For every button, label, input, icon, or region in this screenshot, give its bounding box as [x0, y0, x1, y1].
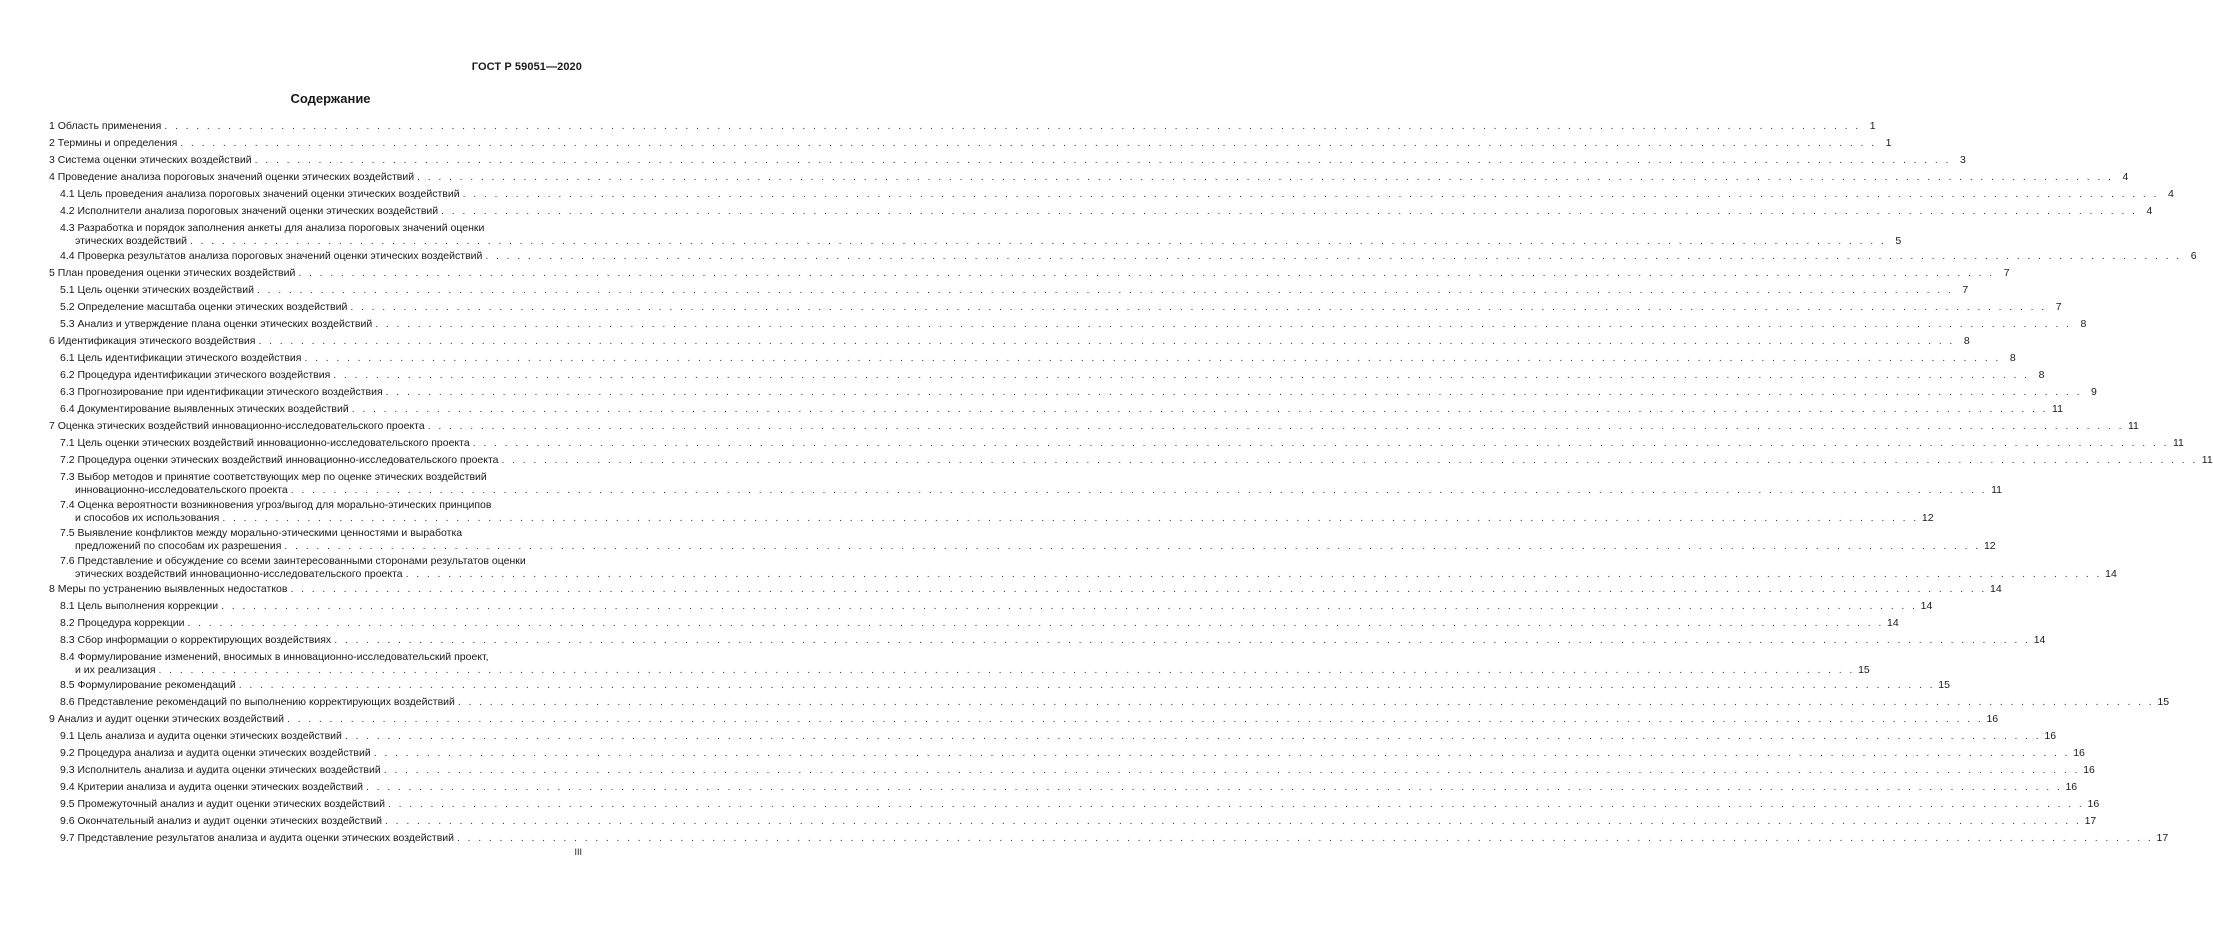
toc-entry-title-continuation: и их реализация — [75, 664, 156, 676]
toc-entry[interactable] — [60, 318, 2087, 331]
toc-page-number: 14 — [1887, 617, 1899, 629]
toc-entry[interactable] — [60, 696, 2170, 709]
dot-leader: . . . . . . . . . . . . . . . . . . . . . . . . . . . . . . . . . . . . . . . . . . . . . . . . . . . . . . . . . . . . . . . . . . . . . . . . . . . . . . . . . . . . . . . . . . . . . . . . . . . . . . . . . . . . . . . . . . . . . . . . . . . . . . . . . . . . . . . . . . . . . . . . . . . . . . . . . . . . . . . . — [462, 188, 2159, 200]
dot-leader: . . . . . . . . . . . . . . . . . . . . . . . . . . . . . . . . . . . . . . . . . . . . . . . . . . . . . . . . . . . . . . . . . . . . . . . . . . . . . . . . . . . . . . . . . . . . . . . . . . . . . . . . . . . . . . . . . . . . . . . . . . . . . . . . . . . . . . . . . . . . . . . . . . . . . . . . . . . . . . . . — [222, 512, 1919, 524]
toc-entry-title: 8.3 Сбор информации о корректирующих воздействиях — [60, 634, 332, 646]
toc-page-number: 7 — [2055, 301, 2062, 313]
dot-leader: . . . . . . . . . . . . . . . . . . . . . . . . . . . . . . . . . . . . . . . . . . . . . . . . . . . . . . . . . . . . . . . . . . . . . . . . . . . . . . . . . . . . . . . . . . . . . . . . . . . . . . . . . . . . . . . . . . . . . . . . . . . . . . . . . . . . . . . . . . . . . . . . . . . . . . . . . . . . . . . . — [221, 600, 1918, 612]
toc-entry[interactable] — [60, 634, 2046, 647]
toc-entry-title: 8.1 Цель выполнения коррекции — [60, 600, 219, 612]
toc-entry[interactable] — [60, 679, 1950, 692]
dot-leader: . . . . . . . . . . . . . . . . . . . . . . . . . . . . . . . . . . . . . . . . . . . . . . . . . . . . . . . . . . . . . . . . . . . . . . . . . . . . . . . . . . . . . . . . . . . . . . . . . . . . . . . . . . . . . . . . . . . . . . . . . . . . . . . . . . . . . . . . . . . . . . . . . . . . . . . . . . . . . . . . — [457, 696, 2155, 708]
toc-page-number: 14 — [1920, 600, 1933, 612]
toc-entry[interactable] — [60, 437, 2184, 450]
dot-leader: . . . . . . . . . . . . . . . . . . . . . . . . . . . . . . . . . . . . . . . . . . . . . . . . . . . . . . . . . . . . . . . . . . . . . . . . . . . . . . . . . . . . . . . . . . . . . . . . . . . . . . . . . . . . . . . . . . . . . . . . . . . . . . . . . . . . . . . . . . . . . . . . . . . . . . . . . . . . . . . . — [333, 369, 2030, 381]
toc-entry-title: 3 Система оценки этических воздействий — [49, 154, 252, 166]
toc-entry[interactable] — [60, 815, 2097, 828]
toc-entry-title: 4.4 Проверка результатов анализа пороговых значений оценки этических воздействий — [60, 250, 483, 262]
toc-entry[interactable] — [60, 527, 1996, 553]
toc-page-number: 15 — [1858, 664, 1870, 676]
toc-entry-title: 4 Проведение анализа пороговых значений оценки этических воздействий — [49, 171, 415, 183]
toc-entry-title: 4.2 Исполнители анализа пороговых значений оценки этических воздействий — [60, 205, 439, 217]
toc-entry[interactable] — [49, 420, 2139, 433]
toc-page-number: 8 — [2009, 352, 2016, 364]
dot-leader: . . . . . . . . . . . . . . . . . . . . . . . . . . . . . . . . . . . . . . . . . . . . . . . . . . . . . . . . . . . . . . . . . . . . . . . . . . . . . . . . . . . . . . . . . . . . . . . . . . . . . . . . . . . . . . . . . . . . . . . . . . . . . . . . . . . . . . . . . . . . . . . . . . . . . . . . . . . . . . . . — [350, 301, 2047, 313]
toc-entry-title: 5.2 Определение масштаба оценки этических воздействий — [60, 301, 348, 313]
toc-entry[interactable] — [60, 250, 2197, 263]
toc-entry-title: 6.1 Цель идентификации этического воздействия — [60, 352, 302, 364]
toc-page-number: 6 — [2190, 250, 2197, 262]
toc-entry-title: 7 Оценка этических воздействий инновационно-исследовательского проекта — [49, 420, 425, 432]
toc-entry-title: 5 План проведения оценки этических воздействий — [49, 267, 296, 279]
dot-leader: . . . . . . . . . . . . . . . . . . . . . . . . . . . . . . . . . . . . . . . . . . . . . . . . . . . . . . . . . . . . . . . . . . . . . . . . . . . . . . . . . . . . . . . . . . . . . . . . . . . . . . . . . . . . . . . . . . . . . . . . . . . . . . . . . . . . . . . . . . . . . . . . . . . . . . . . . . . . . . . . — [388, 798, 2085, 810]
toc-page-number: 3 — [1960, 154, 1966, 166]
toc-entry[interactable] — [60, 454, 2213, 467]
dot-leader: . . . . . . . . . . . . . . . . . . . . . . . . . . . . . . . . . . . . . . . . . . . . . . . . . . . . . . . . . . . . . . . . . . . . . . . . . . . . . . . . . . . . . . . . . . . . . . . . . . . . . . . . . . . . . . . . . . . . . . . . . . . . . . . . . . . . . . . . . . . . . . . . . . . . . . . . . . . . . . . . — [258, 335, 1955, 347]
toc-entry[interactable] — [60, 798, 2100, 811]
toc-page-number: 15 — [1938, 679, 1950, 691]
toc-entry-title: 7.1 Цель оценки этических воздействий инновационно-исследовательского проекта — [60, 437, 470, 449]
toc-page-number: 8 — [2080, 318, 2087, 330]
dot-leader: . . . . . . . . . . . . . . . . . . . . . . . . . . . . . . . . . . . . . . . . . . . . . . . . . . . . . . . . . . . . . . . . . . . . . . . . . . . . . . . . . . . . . . . . . . . . . . . . . . . . . . . . . . . . . . . . . . . . . . . . . . . . . . . . . . . . . . . . . . . . . . . . . . . . . . . . . . . . . . . . — [373, 747, 2070, 759]
toc-page-number: 7 — [2003, 267, 2010, 279]
toc-page-number: 16 — [2087, 798, 2100, 810]
toc-entry-title: 1 Область применения — [49, 120, 162, 132]
dot-leader: . . . . . . . . . . . . . . . . . . . . . . . . . . . . . . . . . . . . . . . . . . . . . . . . . . . . . . . . . . . . . . . . . . . . . . . . . . . . . . . . . . . . . . . . . . . . . . . . . . . . . . . . . . . . . . . . . . . . . . . . . . . . . . . . . . . . . . . . . . . . . . . . . . . . . . . . . . . . . . . . — [238, 679, 1935, 691]
toc-entry[interactable] — [49, 154, 1966, 167]
toc-entry[interactable] — [60, 600, 1933, 613]
dot-leader: . . . . . . . . . . . . . . . . . . . . . . . . . . . . . . . . . . . . . . . . . . . . . . . . . . . . . . . . . . . . . . . . . . . . . . . . . . . . . . . . . . . . . . . . . . . . . . . . . . . . . . . . . . . . . . . . . . . . . . . . . . . . . . . . . . . . . . . . . . . . . . . . . . . . . . . . . . . . . . . . — [164, 120, 1861, 132]
dot-leader: . . . . . . . . . . . . . . . . . . . . . . . . . . . . . . . . . . . . . . . . . . . . . . . . . . . . . . . . . . . . . . . . . . . . . . . . . . . . . . . . . . . . . . . . . . . . . . . . . . . . . . . . . . . . . . . . . . . . . . . . . . . . . . . . . . . . . . . . . . . . . . . . . . . . . . . . . . . . . . . . — [298, 267, 1995, 279]
toc-entry-title: 9.5 Промежуточный анализ и аудит оценки этических воздействий — [60, 798, 385, 810]
toc-page-number: 11 — [2172, 437, 2184, 449]
toc-page-number: 4 — [2146, 205, 2153, 217]
toc-entry[interactable] — [60, 205, 2153, 218]
toc-entry[interactable] — [49, 120, 1876, 133]
toc-entry[interactable] — [60, 284, 1969, 297]
dot-leader: . . . . . . . . . . . . . . . . . . . . . . . . . . . . . . . . . . . . . . . . . . . . . . . . . . . . . . . . . . . . . . . . . . . . . . . . . . . . . . . . . . . . . . . . . . . . . . . . . . . . . . . . . . . . . . . . . . . . . . . . . . . . . . . . . . . . . . . . . . . . . . . . . . . . . . . . . . . . . . . . — [485, 250, 2182, 262]
dot-leader: . . . . . . . . . . . . . . . . . . . . . . . . . . . . . . . . . . . . . . . . . . . . . . . . . . . . . . . . . . . . . . . . . . . . . . . . . . . . . . . . . . . . . . . . . . . . . . . . . . . . . . . . . . . . . . . . . . . . . . . . . . . . . . . . . . . . . . . . . . . . . . . . . . . . . . . . . . . . . . . . — [180, 137, 1877, 149]
toc-page-number: 5 — [1895, 235, 1902, 247]
dot-leader: . . . . . . . . . . . . . . . . . . . . . . . . . . . . . . . . . . . . . . . . . . . . . . . . . . . . . . . . . . . . . . . . . . . . . . . . . . . . . . . . . . . . . . . . . . . . . . . . . . . . . . . . . . . . . . . . . . . . . . . . . . . . . . . . . . . . . . . . . . . . . . . . . . . . . . . . . . . . . . . . — [187, 617, 1884, 629]
toc-entry[interactable] — [60, 386, 2097, 399]
toc-entry[interactable] — [60, 301, 2062, 314]
toc-page-number: 8 — [1963, 335, 1970, 347]
toc-page-number: 9 — [2091, 386, 2097, 398]
toc-page-number: 1 — [1869, 120, 1876, 132]
toc-entry[interactable] — [60, 730, 2057, 743]
toc-entry-title: 9.2 Процедура анализа и аудита оценки этических воздействий — [60, 747, 371, 759]
dot-leader: . . . . . . . . . . . . . . . . . . . . . . . . . . . . . . . . . . . . . . . . . . . . . . . . . . . . . . . . . . . . . . . . . . . . . . . . . . . . . . . . . . . . . . . . . . . . . . . . . . . . . . . . . . . . . . . . . . . . . . . . . . . . . . . . . . . . . . . . . . . . . . . . . . . . . . . . . . . . . . . . — [375, 318, 2072, 330]
toc-page-number: 17 — [2084, 815, 2097, 827]
toc-entry-title: 6.2 Процедура идентификации этического воздействия — [60, 369, 331, 381]
toc-entry[interactable] — [49, 583, 2002, 596]
toc-entry[interactable] — [60, 222, 1902, 248]
toc-entry[interactable] — [60, 499, 1934, 525]
toc-entry[interactable] — [60, 403, 2063, 416]
toc-entry[interactable] — [60, 781, 2078, 794]
toc-page-number: 12 — [1921, 512, 1934, 524]
toc-entry-title: 8.4 Формулирование изменений, вносимых в инновационно-исследовательский проект, — [60, 651, 489, 663]
toc-page-number: 14 — [2033, 634, 2046, 646]
toc-entry-title-continuation: этических воздействий инновационно-исследовательского проекта — [75, 568, 403, 580]
toc-entry-title: 6 Идентификация этического воздействия — [49, 335, 256, 347]
toc-entry-title: 2 Термины и определения — [49, 137, 178, 149]
dot-leader: . . . . . . . . . . . . . . . . . . . . . . . . . . . . . . . . . . . . . . . . . . . . . . . . . . . . . . . . . . . . . . . . . . . . . . . . . . . . . . . . . . . . . . . . . . . . . . . . . . . . . . . . . . . . . . . . . . . . . . . . . . . . . . . . . . . . . . . . . . . . . . . . . . . . . . . . . . . . . . . . — [365, 781, 2063, 793]
toc-entry-title-continuation: предложений по способам их разрешения — [75, 540, 282, 552]
dot-leader: . . . . . . . . . . . . . . . . . . . . . . . . . . . . . . . . . . . . . . . . . . . . . . . . . . . . . . . . . . . . . . . . . . . . . . . . . . . . . . . . . . . . . . . . . . . . . . . . . . . . . . . . . . . . . . . . . . . . . . . . . . . . . . . . . . . . . . . . . . . . . . . . . . . . . . . . . . . . . . . . — [405, 568, 2102, 580]
toc-entry[interactable] — [49, 713, 1999, 726]
toc-entry-title: 9.3 Исполнитель анализа и аудита оценки этических воздействий — [60, 764, 381, 776]
toc-entry-title: 5.1 Цель оценки этических воздействий — [60, 284, 254, 296]
toc-entry-title: 5.3 Анализ и утверждение плана оценки этических воздействий — [60, 318, 373, 330]
toc-page-number: 8 — [2038, 369, 2045, 381]
toc-page-number: 11 — [2052, 403, 2063, 415]
dot-leader: . . . . . . . . . . . . . . . . . . . . . . . . . . . . . . . . . . . . . . . . . . . . . . . . . . . . . . . . . . . . . . . . . . . . . . . . . . . . . . . . . . . . . . . . . . . . . . . . . . . . . . . . . . . . . . . . . . . . . . . . . . . . . . . . . . . . . . . . . . . . . . . . . . . . . . . . . . . . . . . . — [472, 437, 2169, 449]
toc-entry-title: 9 Анализ и аудит оценки этических воздействий — [49, 713, 284, 725]
toc-page-number: 16 — [2044, 730, 2057, 742]
toc-entry-title-continuation: инновационно-исследовательского проекта — [75, 484, 288, 496]
toc-entry-title: 7.5 Выявление конфликтов между морально-этическими ценностями и выработка — [60, 527, 463, 539]
toc-page-number: 4 — [2122, 171, 2129, 183]
toc-entry[interactable] — [60, 471, 2002, 497]
toc-page-number: 15 — [2157, 696, 2170, 708]
dot-leader: . . . . . . . . . . . . . . . . . . . . . . . . . . . . . . . . . . . . . . . . . . . . . . . . . . . . . . . . . . . . . . . . . . . . . . . . . . . . . . . . . . . . . . . . . . . . . . . . . . . . . . . . . . . . . . . . . . . . . . . . . . . . . . . . . . . . . . . . . . . . . . . . . . . . . . . . . . . . . . . . — [344, 730, 2042, 742]
dot-leader: . . . . . . . . . . . . . . . . . . . . . . . . . . . . . . . . . . . . . . . . . . . . . . . . . . . . . . . . . . . . . . . . . . . . . . . . . . . . . . . . . . . . . . . . . . . . . . . . . . . . . . . . . . . . . . . . . . . . . . . . . . . . . . . . . . . . . . . . . . . . . . . . . . . . . . . . . . . . . . . . — [385, 815, 2082, 827]
toc-page-number: 11 — [2201, 454, 2213, 466]
toc-page-number: 14 — [1989, 583, 2002, 595]
toc-entry[interactable] — [60, 617, 1899, 630]
page-number: III — [574, 847, 582, 857]
toc-entry-title: 9.7 Представление результатов анализа и аудита оценки этических воздействий — [60, 832, 454, 844]
toc-entry-title-continuation: этических воздействий — [75, 235, 187, 247]
dot-leader: . . . . . . . . . . . . . . . . . . . . . . . . . . . . . . . . . . . . . . . . . . . . . . . . . . . . . . . . . . . . . . . . . . . . . . . . . . . . . . . . . . . . . . . . . . . . . . . . . . . . . . . . . . . . . . . . . . . . . . . . . . . . . . . . . . . . . . . . . . . . . . . . . . . . . . . . . . . . . . . . — [158, 664, 1855, 676]
dot-leader: . . . . . . . . . . . . . . . . . . . . . . . . . . . . . . . . . . . . . . . . . . . . . . . . . . . . . . . . . . . . . . . . . . . . . . . . . . . . . . . . . . . . . . . . . . . . . . . . . . . . . . . . . . . . . . . . . . . . . . . . . . . . . . . . . . . . . . . . . . . . . . . . . . . . . . . . . . . . . . . . — [383, 764, 2080, 776]
toc-entry[interactable] — [60, 188, 2174, 201]
toc-page-number: 16 — [2065, 781, 2078, 793]
toc-entry[interactable] — [60, 555, 2117, 581]
toc-entry[interactable] — [49, 137, 1892, 150]
dot-leader: . . . . . . . . . . . . . . . . . . . . . . . . . . . . . . . . . . . . . . . . . . . . . . . . . . . . . . . . . . . . . . . . . . . . . . . . . . . . . . . . . . . . . . . . . . . . . . . . . . . . . . . . . . . . . . . . . . . . . . . . . . . . . . . . . . . . . . . . . . . . . . . . . . . . . . . . . . . . . . . . — [385, 386, 2082, 398]
toc-entry[interactable] — [60, 369, 2045, 382]
toc-entry[interactable] — [60, 832, 2169, 845]
toc-entry-title: 6.4 Документирование выявленных этических воздействий — [60, 403, 349, 415]
toc-entry-title: 9.6 Окончательный анализ и аудит оценки этических воздействий — [60, 815, 383, 827]
toc-entry-title: 7.3 Выбор методов и принятие соответствующих мер по оценке этических воздействий — [60, 471, 487, 483]
dot-leader: . . . . . . . . . . . . . . . . . . . . . . . . . . . . . . . . . . . . . . . . . . . . . . . . . . . . . . . . . . . . . . . . . . . . . . . . . . . . . . . . . . . . . . . . . . . . . . . . . . . . . . . . . . . . . . . . . . . . . . . . . . . . . . . . . . . . . . . . . . . . . . . . . . . . . . . . . . . . . . . . — [334, 634, 2031, 646]
toc-entry-title: 8 Меры по устранению выявленных недостатков — [49, 583, 288, 595]
dot-leader: . . . . . . . . . . . . . . . . . . . . . . . . . . . . . . . . . . . . . . . . . . . . . . . . . . . . . . . . . . . . . . . . . . . . . . . . . . . . . . . . . . . . . . . . . . . . . . . . . . . . . . . . . . . . . . . . . . . . . . . . . . . . . . . . . . . . . . . . . . . . . . . . . . . . . . . . . . . . . . . . — [254, 154, 1951, 166]
toc-entry-title: 7.2 Процедура оценки этических воздействий инновационно-исследовательского проекта — [60, 454, 499, 466]
dot-leader: . . . . . . . . . . . . . . . . . . . . . . . . . . . . . . . . . . . . . . . . . . . . . . . . . . . . . . . . . . . . . . . . . . . . . . . . . . . . . . . . . . . . . . . . . . . . . . . . . . . . . . . . . . . . . . . . . . . . . . . . . . . . . . . . . . . . . . . . . . . . . . . . . . . . . . . . . . . . . . . . — [427, 420, 2124, 432]
dot-leader: . . . . . . . . . . . . . . . . . . . . . . . . . . . . . . . . . . . . . . . . . . . . . . . . . . . . . . . . . . . . . . . . . . . . . . . . . . . . . . . . . . . . . . . . . . . . . . . . . . . . . . . . . . . . . . . . . . . . . . . . . . . . . . . . . . . . . . . . . . . . . . . . . . . . . . . . . . . . . . . . — [441, 205, 2138, 217]
toc-page-number: 12 — [1983, 540, 1996, 552]
toc-entry-title: 8.6 Представление рекомендаций по выполнению корректирующих воздействий — [60, 696, 455, 708]
toc-page-number: 11 — [1991, 484, 2002, 496]
dot-leader: . . . . . . . . . . . . . . . . . . . . . . . . . . . . . . . . . . . . . . . . . . . . . . . . . . . . . . . . . . . . . . . . . . . . . . . . . . . . . . . . . . . . . . . . . . . . . . . . . . . . . . . . . . . . . . . . . . . . . . . . . . . . . . . . . . . . . . . . . . . . . . . . . . . . . . . . . . . . . . . . — [290, 484, 1987, 496]
toc-page-number: 1 — [1885, 137, 1892, 149]
toc-entry[interactable] — [49, 171, 2129, 184]
toc-page-number: 4 — [2167, 188, 2174, 200]
toc-entry-title: 8.5 Формулирование рекомендаций — [60, 679, 236, 691]
toc-entry[interactable] — [49, 267, 2010, 280]
dot-leader: . . . . . . . . . . . . . . . . . . . . . . . . . . . . . . . . . . . . . . . . . . . . . . . . . . . . . . . . . . . . . . . . . . . . . . . . . . . . . . . . . . . . . . . . . . . . . . . . . . . . . . . . . . . . . . . . . . . . . . . . . . . . . . . . . . . . . . . . . . . . . . . . . . . . . . . . . . . . . . . . — [501, 454, 2198, 466]
toc-page-number: 14 — [2105, 568, 2117, 580]
dot-leader: . . . . . . . . . . . . . . . . . . . . . . . . . . . . . . . . . . . . . . . . . . . . . . . . . . . . . . . . . . . . . . . . . . . . . . . . . . . . . . . . . . . . . . . . . . . . . . . . . . . . . . . . . . . . . . . . . . . . . . . . . . . . . . . . . . . . . . . . . . . . . . . . . . . . . . . . . . . . . . . . — [257, 284, 1954, 296]
toc-entry-title: 4.3 Разработка и порядок заполнения анкеты для анализа пороговых значений оценки — [60, 222, 485, 234]
dot-leader: . . . . . . . . . . . . . . . . . . . . . . . . . . . . . . . . . . . . . . . . . . . . . . . . . . . . . . . . . . . . . . . . . . . . . . . . . . . . . . . . . . . . . . . . . . . . . . . . . . . . . . . . . . . . . . . . . . . . . . . . . . . . . . . . . . . . . . . . . . . . . . . . . . . . . . . . . . . . . . . . — [457, 832, 2154, 844]
dot-leader: . . . . . . . . . . . . . . . . . . . . . . . . . . . . . . . . . . . . . . . . . . . . . . . . . . . . . . . . . . . . . . . . . . . . . . . . . . . . . . . . . . . . . . . . . . . . . . . . . . . . . . . . . . . . . . . . . . . . . . . . . . . . . . . . . . . . . . . . . . . . . . . . . . . . . . . . . . . . . . . . — [286, 713, 1984, 725]
toc-entry-title: 4.1 Цель проведения анализа пороговых значений оценки этических воздействий — [60, 188, 460, 200]
toc-title: Содержание — [290, 91, 371, 106]
toc-entry-title: 6.3 Прогнозирование при идентификации этического воздействия — [60, 386, 383, 398]
toc-page-number: 11 — [2127, 420, 2139, 432]
toc-entry-title: 8.2 Процедура коррекции — [60, 617, 185, 629]
dot-leader: . . . . . . . . . . . . . . . . . . . . . . . . . . . . . . . . . . . . . . . . . . . . . . . . . . . . . . . . . . . . . . . . . . . . . . . . . . . . . . . . . . . . . . . . . . . . . . . . . . . . . . . . . . . . . . . . . . . . . . . . . . . . . . . . . . . . . . . . . . . . . . . . . . . . . . . . . . . . . . . . — [351, 403, 2048, 415]
toc-entry[interactable] — [60, 352, 2016, 365]
toc-page-number: 7 — [1962, 284, 1969, 296]
toc-entry-title: 9.1 Цель анализа и аудита оценки этических воздействий — [60, 730, 342, 742]
toc-page-number: 17 — [2156, 832, 2169, 844]
toc-entry-title-continuation: и способов их использования — [75, 512, 220, 524]
toc-page-number: 16 — [2073, 747, 2085, 759]
dot-leader: . . . . . . . . . . . . . . . . . . . . . . . . . . . . . . . . . . . . . . . . . . . . . . . . . . . . . . . . . . . . . . . . . . . . . . . . . . . . . . . . . . . . . . . . . . . . . . . . . . . . . . . . . . . . . . . . . . . . . . . . . . . . . . . . . . . . . . . . . . . . . . . . . . . . . . . . . . . . . . . . — [417, 171, 2114, 183]
dot-leader: . . . . . . . . . . . . . . . . . . . . . . . . . . . . . . . . . . . . . . . . . . . . . . . . . . . . . . . . . . . . . . . . . . . . . . . . . . . . . . . . . . . . . . . . . . . . . . . . . . . . . . . . . . . . . . . . . . . . . . . . . . . . . . . . . . . . . . . . . . . . . . . . . . . . . . . . . . . . . . . . — [189, 235, 1887, 247]
toc-entry[interactable] — [60, 651, 1870, 677]
document-code: ГОСТ Р 59051—2020 — [471, 61, 582, 73]
toc-entry-title: 7.4 Оценка вероятности возникновения угроз/выгод для морально-этических принципов — [60, 499, 492, 511]
dot-leader: . . . . . . . . . . . . . . . . . . . . . . . . . . . . . . . . . . . . . . . . . . . . . . . . . . . . . . . . . . . . . . . . . . . . . . . . . . . . . . . . . . . . . . . . . . . . . . . . . . . . . . . . . . . . . . . . . . . . . . . . . . . . . . . . . . . . . . . . . . . . . . . . . . . . . . . . . . . . . . . . — [290, 583, 1987, 595]
toc-entry-title: 7.6 Представление и обсуждение со всеми заинтересованными сторонами результатов оценки — [60, 555, 526, 567]
toc-entry[interactable] — [60, 764, 2095, 777]
toc-entry[interactable] — [60, 747, 2085, 760]
toc-page-number: 16 — [1986, 713, 1999, 725]
dot-leader: . . . . . . . . . . . . . . . . . . . . . . . . . . . . . . . . . . . . . . . . . . . . . . . . . . . . . . . . . . . . . . . . . . . . . . . . . . . . . . . . . . . . . . . . . . . . . . . . . . . . . . . . . . . . . . . . . . . . . . . . . . . . . . . . . . . . . . . . . . . . . . . . . . . . . . . . . . . . . . . . — [284, 540, 1981, 552]
toc-entry[interactable] — [49, 335, 1970, 348]
toc-entry-title: 9.4 Критерии анализа и аудита оценки этических воздействий — [60, 781, 363, 793]
toc-page-number: 16 — [2083, 764, 2095, 776]
dot-leader: . . . . . . . . . . . . . . . . . . . . . . . . . . . . . . . . . . . . . . . . . . . . . . . . . . . . . . . . . . . . . . . . . . . . . . . . . . . . . . . . . . . . . . . . . . . . . . . . . . . . . . . . . . . . . . . . . . . . . . . . . . . . . . . . . . . . . . . . . . . . . . . . . . . . . . . . . . . . . . . . — [304, 352, 2001, 364]
